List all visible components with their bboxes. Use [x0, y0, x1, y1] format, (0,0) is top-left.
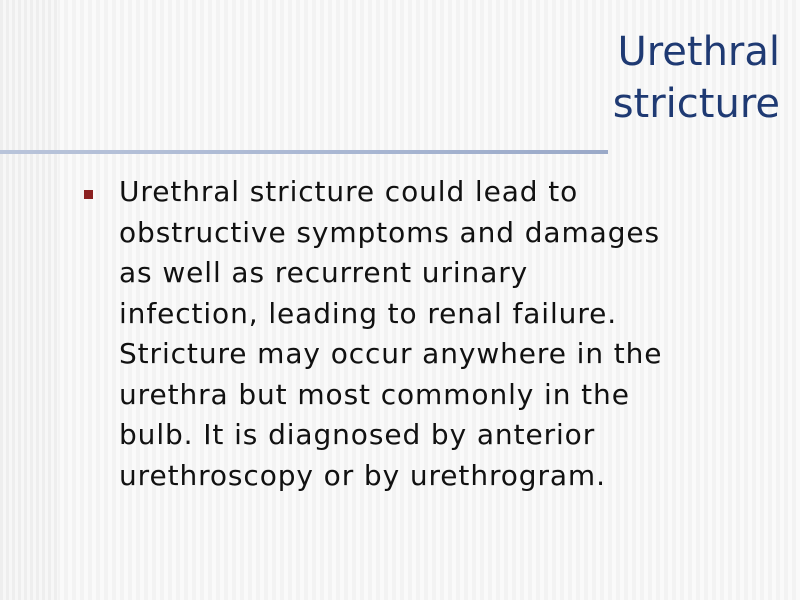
slide-title-line-2: stricture [612, 81, 780, 127]
bullet-list [84, 172, 784, 496]
title-underline-rule [0, 150, 608, 154]
bullet-line: urethra but most commonly in the [119, 377, 630, 411]
bullet-text [119, 172, 779, 496]
slide-title-line-1: Urethral [617, 29, 780, 75]
bullet-line: as well as recurrent urinary [119, 256, 529, 289]
bullet-line: infection, leading to renal failure. [119, 296, 618, 330]
square-bullet-icon [84, 190, 93, 199]
bullet-line: bulb. It is diagnosed by anterior [119, 418, 596, 451]
bullet-line: Urethral stricture could lead to [119, 175, 579, 208]
bullet-line: urethroscopy or by urethrogram. [119, 458, 606, 492]
slide-title [280, 26, 780, 130]
bullet-line: Stricture may occur anywhere in the [119, 337, 663, 370]
bullet-item [84, 172, 784, 496]
left-decorative-strip [0, 0, 58, 600]
bullet-line: obstructive symptoms and damages [119, 215, 660, 249]
